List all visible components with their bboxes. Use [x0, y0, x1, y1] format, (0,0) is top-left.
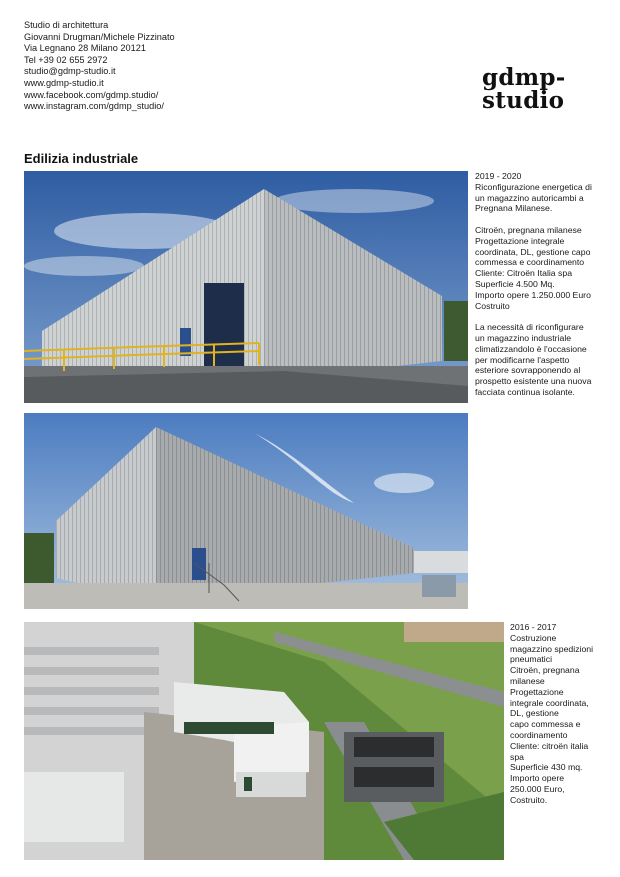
desc-line: Riconfigurazione energetica di: [475, 181, 592, 192]
desc-line: 250.000 Euro,: [510, 783, 565, 794]
desc-line: Importo opere 1.250.000 Euro: [475, 289, 591, 300]
desc-line: Superficie 430 mq.: [510, 762, 583, 773]
desc-line: Citroën, pregnana: [510, 665, 580, 676]
project-1-description: [475, 171, 592, 398]
desc-line: capo commessa e: [510, 719, 581, 730]
desc-line: La necessità di riconfigurare: [475, 322, 584, 333]
desc-line: Cliente: Citroën Italia spa: [475, 268, 573, 279]
desc-line: facciata continua isolante.: [475, 386, 575, 397]
section-title: Edilizia industriale: [24, 151, 139, 166]
desc-line: Progettazione: [510, 686, 564, 697]
spacer: [475, 311, 592, 322]
desc-line: Costruito: [475, 300, 510, 311]
contact-line: Via Legnano 28 Milano 20121: [24, 43, 146, 54]
photo-aerial-warehouse: [24, 622, 504, 860]
desc-line: per modificarne l'aspetto: [475, 354, 570, 365]
studio-contact-block: [24, 20, 175, 113]
desc-line: un magazzino autoricambi a: [475, 192, 584, 203]
desc-line: Citroën, pregnana milanese: [475, 224, 582, 235]
project-1-years: 2019 - 2020: [475, 171, 522, 181]
desc-line: coordinamento: [510, 729, 568, 740]
logo-line: gdmp-: [482, 64, 566, 91]
contact-line: Studio di architettura: [24, 20, 109, 30]
studio-logo: [482, 66, 566, 112]
contact-instagram-link[interactable]: www.instagram.com/gdmp_studio/: [24, 101, 164, 112]
photo-warehouse-front: [24, 171, 468, 403]
desc-line: esteriore sovrapponendo al: [475, 365, 581, 376]
desc-line: magazzino spedizioni: [510, 643, 594, 654]
spacer: [475, 214, 592, 225]
desc-line: Superficie 4.500 Mq.: [475, 278, 555, 289]
desc-line: Progettazione integrale: [475, 235, 565, 246]
desc-line: Costruito.: [510, 794, 548, 805]
photo-warehouse-side: [24, 413, 468, 609]
desc-line: pneumatici: [510, 654, 553, 665]
desc-line: Importo opere: [510, 773, 565, 784]
desc-line: climatizzandolo è l'occasione: [475, 343, 587, 354]
desc-line: un magazzino industriale: [475, 332, 572, 343]
desc-line: prospetto esistente una nuova: [475, 376, 592, 387]
project-2-years: 2016 - 2017: [510, 622, 557, 632]
desc-line: DL, gestione: [510, 708, 559, 719]
logo-line: studio: [482, 87, 565, 114]
desc-line: commessa e coordinamento: [475, 257, 585, 268]
desc-line: Costruzione: [510, 632, 557, 643]
desc-line: Pregnana Milanese.: [475, 203, 553, 214]
contact-email-link[interactable]: studio@gdmp-studio.it: [24, 66, 116, 77]
contact-website-link[interactable]: www.gdmp-studio.it: [24, 77, 104, 88]
desc-line: spa: [510, 751, 525, 762]
contact-line: Tel +39 02 655 2972: [24, 54, 108, 65]
contact-facebook-link[interactable]: www.facebook.com/gdmp.studio/: [24, 89, 159, 100]
desc-line: coordinata, DL, gestione capo: [475, 246, 591, 257]
desc-line: milanese: [510, 675, 545, 686]
contact-line: Giovanni Drugman/Michele Pizzinato: [24, 31, 175, 42]
project-2-description: [510, 622, 593, 806]
desc-line: Cliente: citroën italia: [510, 740, 589, 751]
desc-line: integrale coordinata,: [510, 697, 589, 708]
